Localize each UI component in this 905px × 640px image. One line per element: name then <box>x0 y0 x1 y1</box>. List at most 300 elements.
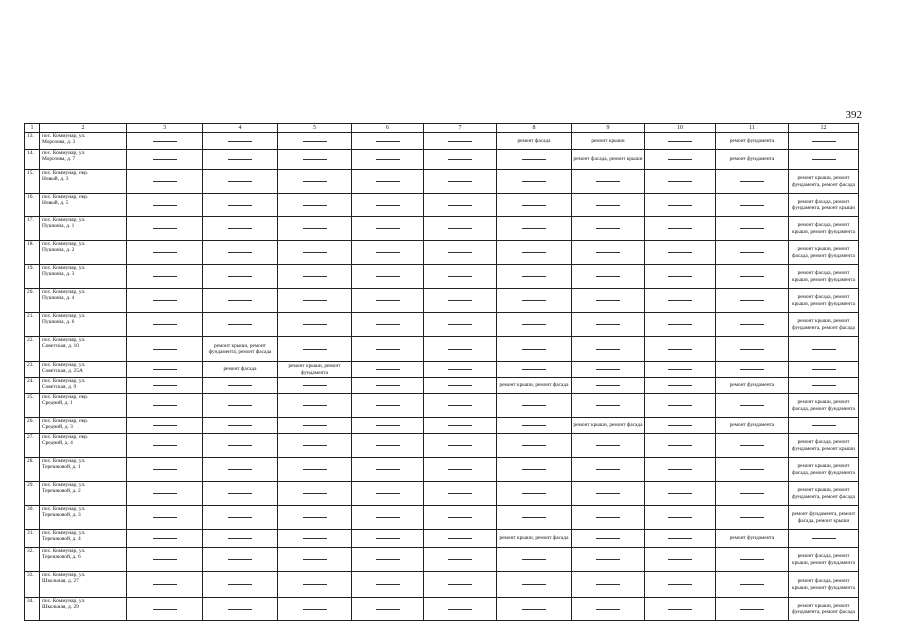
work-cell <box>789 217 859 241</box>
address-line: пос. Коммунар, пер. <box>42 394 89 400</box>
dash-mark <box>303 517 327 518</box>
empty-cell <box>424 150 497 170</box>
address-line: Терешковой, д. 3 <box>42 512 81 519</box>
dash-mark <box>153 181 177 182</box>
row-number: 15. <box>25 170 40 194</box>
table-row <box>25 482 859 506</box>
empty-cell <box>645 434 716 458</box>
empty-cell <box>352 170 424 194</box>
address-cell <box>40 482 127 506</box>
work-cell <box>789 241 859 265</box>
address-line: пос. Коммунар, пер. <box>42 170 89 176</box>
address-cell <box>40 394 127 418</box>
empty-cell <box>352 217 424 241</box>
empty-cell <box>352 378 424 394</box>
empty-cell <box>645 598 716 621</box>
empty-cell <box>203 378 278 394</box>
empty-cell <box>352 530 424 548</box>
dash-mark <box>303 538 327 539</box>
dash-mark <box>228 445 252 446</box>
dash-mark <box>668 349 692 350</box>
work-description: ремонт крыши, ремонт фундамента <box>288 363 341 376</box>
dash-mark <box>740 517 764 518</box>
work-cell <box>716 378 789 394</box>
dash-mark <box>153 469 177 470</box>
dash-mark <box>153 252 177 253</box>
dash-mark <box>522 445 546 446</box>
empty-cell <box>278 506 352 530</box>
dash-mark <box>376 559 400 560</box>
dash-mark <box>596 469 620 470</box>
work-cell <box>716 150 789 170</box>
work-cell <box>572 418 645 434</box>
work-description: ремонт крыши, ремонт фундамента, ремонт фасада <box>792 175 855 188</box>
empty-cell <box>127 378 203 394</box>
dash-mark <box>448 538 472 539</box>
work-description: ремонт фасада <box>517 137 551 144</box>
address-line: пос. Коммунар, ул. <box>42 337 86 343</box>
address-line: пос. Коммунар, ул. <box>42 133 86 139</box>
dash-mark <box>668 276 692 277</box>
work-cell <box>789 194 859 217</box>
dash-mark <box>376 252 400 253</box>
dash-mark <box>376 385 400 386</box>
address-cell <box>40 170 127 194</box>
empty-cell <box>127 548 203 572</box>
table-row <box>25 530 859 548</box>
dash-mark <box>153 445 177 446</box>
empty-cell <box>424 378 497 394</box>
empty-cell <box>789 362 859 378</box>
empty-cell <box>352 194 424 217</box>
empty-cell <box>127 362 203 378</box>
empty-cell <box>645 241 716 265</box>
work-description: ремонт крыши, ремонт фундамента, ремонт фасада <box>792 602 855 615</box>
empty-cell <box>645 170 716 194</box>
dash-mark <box>228 493 252 494</box>
empty-cell <box>278 217 352 241</box>
work-description: ремонт крыши, ремонт фасада <box>499 382 569 389</box>
dash-mark <box>376 205 400 206</box>
dash-mark <box>740 276 764 277</box>
address-line: Советская, д. 25А <box>42 368 83 375</box>
work-cell <box>789 548 859 572</box>
address-line: Школьная, д. 27 <box>42 578 79 585</box>
empty-cell <box>645 572 716 598</box>
empty-cell <box>352 548 424 572</box>
empty-cell <box>645 289 716 313</box>
empty-cell <box>424 418 497 434</box>
work-description: ремонт фундамента <box>729 156 775 163</box>
empty-cell <box>352 572 424 598</box>
empty-cell <box>278 530 352 548</box>
dash-mark <box>812 349 836 350</box>
dash-mark <box>303 349 327 350</box>
empty-cell <box>203 598 278 621</box>
empty-cell <box>278 170 352 194</box>
dash-mark <box>153 141 177 142</box>
empty-cell <box>497 170 572 194</box>
empty-cell <box>716 170 789 194</box>
dash-mark <box>596 276 620 277</box>
empty-cell <box>127 289 203 313</box>
dash-mark <box>303 493 327 494</box>
dash-mark <box>522 181 546 182</box>
empty-cell <box>716 313 789 337</box>
empty-cell <box>424 394 497 418</box>
dash-mark <box>522 584 546 585</box>
dash-mark <box>448 300 472 301</box>
dash-mark <box>228 141 252 142</box>
dash-mark <box>596 405 620 406</box>
work-cell <box>789 506 859 530</box>
empty-cell <box>716 482 789 506</box>
empty-cell <box>424 313 497 337</box>
empty-cell <box>127 313 203 337</box>
column-number-header: 8 <box>497 124 572 133</box>
work-cell <box>716 133 789 150</box>
dash-mark <box>596 369 620 370</box>
work-description: ремонт фундамента <box>729 137 775 144</box>
dash-mark <box>522 425 546 426</box>
empty-cell <box>352 265 424 289</box>
empty-cell <box>352 241 424 265</box>
dash-mark <box>376 276 400 277</box>
empty-cell <box>497 241 572 265</box>
empty-cell <box>278 418 352 434</box>
empty-cell <box>497 548 572 572</box>
address-line: Школьная, д. 29 <box>42 604 79 611</box>
empty-cell <box>572 530 645 548</box>
dash-mark <box>668 493 692 494</box>
empty-cell <box>278 337 352 362</box>
empty-cell <box>716 458 789 482</box>
work-cell <box>716 418 789 434</box>
dash-mark <box>740 369 764 370</box>
dash-mark <box>448 141 472 142</box>
empty-cell <box>645 378 716 394</box>
dash-mark <box>448 584 472 585</box>
empty-cell <box>497 150 572 170</box>
empty-cell <box>278 598 352 621</box>
empty-cell <box>424 572 497 598</box>
dash-mark <box>596 252 620 253</box>
address-line: пос. Коммунар, ул. <box>42 217 86 223</box>
table-body <box>25 124 859 621</box>
empty-cell <box>424 434 497 458</box>
empty-cell <box>645 337 716 362</box>
empty-cell <box>352 598 424 621</box>
dash-mark <box>228 609 252 610</box>
empty-cell <box>203 482 278 506</box>
empty-cell <box>127 418 203 434</box>
column-number-header: 4 <box>203 124 278 133</box>
empty-cell <box>716 598 789 621</box>
address-cell <box>40 362 127 378</box>
dash-mark <box>448 425 472 426</box>
empty-cell <box>789 150 859 170</box>
work-description: ремонт крыши, ремонт фасада <box>573 422 643 429</box>
empty-cell <box>424 241 497 265</box>
dash-mark <box>448 609 472 610</box>
empty-cell <box>424 530 497 548</box>
empty-cell <box>716 265 789 289</box>
table-row <box>25 133 859 150</box>
address-cell <box>40 506 127 530</box>
dash-mark <box>376 493 400 494</box>
dash-mark <box>448 445 472 446</box>
dash-mark <box>448 405 472 406</box>
dash-mark <box>376 584 400 585</box>
work-cell <box>203 362 278 378</box>
empty-cell <box>127 170 203 194</box>
dash-mark <box>153 559 177 560</box>
address-line: Советская, д. 10 <box>42 343 79 350</box>
dash-mark <box>376 469 400 470</box>
dash-mark <box>596 228 620 229</box>
dash-mark <box>376 228 400 229</box>
empty-cell <box>572 434 645 458</box>
empty-cell <box>278 394 352 418</box>
work-description: ремонт фасада, ремонт крыши, ремонт фундамента <box>792 270 855 283</box>
work-description: ремонт крыши, ремонт фундамента, ремонт фасада <box>208 342 272 355</box>
empty-cell <box>424 170 497 194</box>
empty-cell <box>278 241 352 265</box>
dash-mark <box>668 181 692 182</box>
column-number-header: 9 <box>572 124 645 133</box>
table-row <box>25 598 859 621</box>
row-number: 30. <box>25 506 40 530</box>
empty-cell <box>203 530 278 548</box>
address-line: Пушкина, д. 6 <box>42 319 75 326</box>
empty-cell <box>278 133 352 150</box>
dash-mark <box>153 349 177 350</box>
empty-cell <box>203 418 278 434</box>
address-line: пос. Коммунар, ул. <box>42 458 86 464</box>
table-row <box>25 378 859 394</box>
row-number: 29. <box>25 482 40 506</box>
dash-mark <box>153 609 177 610</box>
dash-mark <box>448 181 472 182</box>
dash-mark <box>303 445 327 446</box>
empty-cell <box>645 194 716 217</box>
dash-mark <box>668 405 692 406</box>
dash-mark <box>448 324 472 325</box>
dash-mark <box>303 469 327 470</box>
dash-mark <box>376 517 400 518</box>
work-cell <box>572 133 645 150</box>
work-cell <box>497 133 572 150</box>
empty-cell <box>497 434 572 458</box>
empty-cell <box>645 265 716 289</box>
address-line: пос. Коммунар, ул. <box>42 313 86 319</box>
dash-mark <box>228 159 252 160</box>
empty-cell <box>203 265 278 289</box>
empty-cell <box>572 217 645 241</box>
work-description: ремонт фундамента, ремонт фасада, ремонт крыши <box>791 511 856 524</box>
work-cell <box>789 265 859 289</box>
work-description: ремонт фасада <box>223 366 257 373</box>
dash-mark <box>740 324 764 325</box>
dash-mark <box>812 538 836 539</box>
row-number: 19. <box>25 265 40 289</box>
dash-mark <box>740 252 764 253</box>
empty-cell <box>789 530 859 548</box>
dash-mark <box>740 405 764 406</box>
address-line: Пушкина, д. 4 <box>42 295 75 302</box>
dash-mark <box>153 493 177 494</box>
dash-mark <box>153 538 177 539</box>
dash-mark <box>596 324 620 325</box>
empty-cell <box>497 418 572 434</box>
empty-cell <box>278 482 352 506</box>
empty-cell <box>127 241 203 265</box>
address-cell <box>40 378 127 394</box>
dash-mark <box>740 205 764 206</box>
empty-cell <box>645 482 716 506</box>
work-cell <box>716 530 789 548</box>
table-row <box>25 506 859 530</box>
work-description: ремонт крыши <box>591 137 625 144</box>
dash-mark <box>596 445 620 446</box>
empty-cell <box>645 362 716 378</box>
empty-cell <box>645 530 716 548</box>
empty-cell <box>127 482 203 506</box>
empty-cell <box>789 418 859 434</box>
empty-cell <box>572 313 645 337</box>
dash-mark <box>228 405 252 406</box>
row-number: 32. <box>25 548 40 572</box>
dash-mark <box>522 276 546 277</box>
empty-cell <box>424 289 497 313</box>
empty-cell <box>789 378 859 394</box>
empty-cell <box>203 133 278 150</box>
empty-cell <box>278 265 352 289</box>
dash-mark <box>228 300 252 301</box>
dash-mark <box>303 205 327 206</box>
row-number: 23. <box>25 362 40 378</box>
dash-mark <box>228 517 252 518</box>
empty-cell <box>572 194 645 217</box>
address-line: пос. Коммунар, ул. <box>42 241 86 247</box>
dash-mark <box>228 205 252 206</box>
dash-mark <box>740 559 764 560</box>
empty-cell <box>572 506 645 530</box>
empty-cell <box>572 337 645 362</box>
address-line: пос. Коммунар, ул. <box>42 598 86 604</box>
dash-mark <box>448 469 472 470</box>
dash-mark <box>376 369 400 370</box>
empty-cell <box>127 434 203 458</box>
dash-mark <box>522 369 546 370</box>
dash-mark <box>448 385 472 386</box>
dash-mark <box>376 300 400 301</box>
empty-cell <box>789 337 859 362</box>
work-description: ремонт фундамента <box>729 382 775 389</box>
address-cell <box>40 572 127 598</box>
row-number: 28. <box>25 458 40 482</box>
empty-cell <box>645 133 716 150</box>
empty-cell <box>497 265 572 289</box>
address-line: Новый, д. 5 <box>42 200 69 207</box>
dash-mark <box>596 559 620 560</box>
dash-mark <box>153 159 177 160</box>
work-description: ремонт фасада, ремонт крыши, ремонт фундамента <box>792 294 855 307</box>
empty-cell <box>716 434 789 458</box>
dash-mark <box>740 300 764 301</box>
empty-cell <box>127 506 203 530</box>
row-number: 13. <box>25 133 40 150</box>
table-row <box>25 434 859 458</box>
row-number: 24. <box>25 378 40 394</box>
dash-mark <box>668 609 692 610</box>
empty-cell <box>352 289 424 313</box>
dash-mark <box>522 159 546 160</box>
row-number: 20. <box>25 289 40 313</box>
empty-cell <box>278 434 352 458</box>
empty-cell <box>203 458 278 482</box>
work-cell <box>789 482 859 506</box>
address-line: Средний, д. 4 <box>42 440 73 447</box>
work-description: ремонт крыши, ремонт фасада, ремонт фундамента <box>792 399 855 412</box>
empty-cell <box>127 337 203 362</box>
dash-mark <box>740 609 764 610</box>
empty-cell <box>352 418 424 434</box>
address-line: Средний, д. 1 <box>42 400 73 407</box>
empty-cell <box>203 313 278 337</box>
empty-cell <box>424 598 497 621</box>
address-line: Советская, д. 9 <box>42 384 77 391</box>
empty-cell <box>424 506 497 530</box>
dash-mark <box>522 228 546 229</box>
dash-mark <box>740 469 764 470</box>
dash-mark <box>522 300 546 301</box>
work-cell <box>789 313 859 337</box>
empty-cell <box>203 194 278 217</box>
address-line: Морозова, д. 7 <box>42 156 76 163</box>
dash-mark <box>812 141 836 142</box>
dash-mark <box>228 584 252 585</box>
empty-cell <box>497 598 572 621</box>
empty-cell <box>127 133 203 150</box>
dash-mark <box>376 425 400 426</box>
address-line: пос. Коммунар, ул. <box>42 530 86 536</box>
row-number: 26. <box>25 418 40 434</box>
address-line: Терешковой, д. 6 <box>42 554 81 561</box>
dash-mark <box>376 324 400 325</box>
row-number: 31. <box>25 530 40 548</box>
dash-mark <box>522 559 546 560</box>
work-cell <box>789 394 859 418</box>
dash-mark <box>303 228 327 229</box>
row-number: 14. <box>25 150 40 170</box>
dash-mark <box>522 469 546 470</box>
dash-mark <box>303 385 327 386</box>
dash-mark <box>668 584 692 585</box>
dash-mark <box>303 584 327 585</box>
work-description: ремонт фасада, ремонт крыши, ремонт фундамента <box>792 222 855 235</box>
address-cell <box>40 458 127 482</box>
empty-cell <box>497 337 572 362</box>
empty-cell <box>497 506 572 530</box>
empty-cell <box>789 133 859 150</box>
empty-cell <box>572 482 645 506</box>
address-line: Терешковой, д. 4 <box>42 536 81 543</box>
table-row <box>25 150 859 170</box>
dash-mark <box>812 369 836 370</box>
empty-cell <box>497 458 572 482</box>
work-cell <box>789 289 859 313</box>
